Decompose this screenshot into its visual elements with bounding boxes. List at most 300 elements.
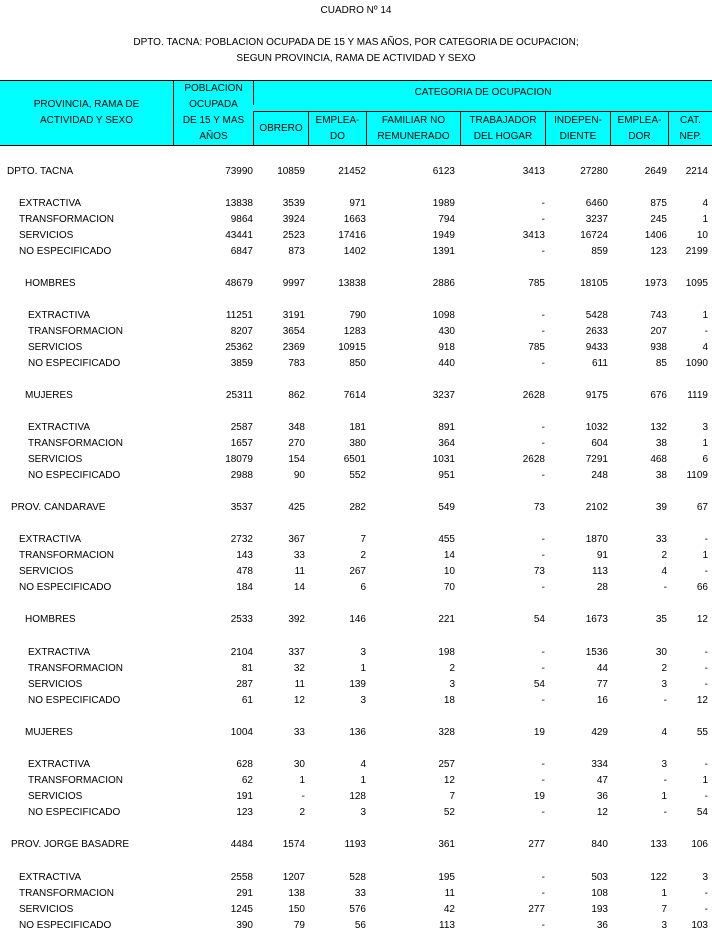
row-value: - xyxy=(541,775,545,786)
table-row xyxy=(0,500,712,516)
row-value: 3924 xyxy=(282,214,305,225)
row-value: 6123 xyxy=(432,166,455,177)
row-label: NO ESPECIFICADO xyxy=(19,920,112,931)
row-value: - xyxy=(541,422,545,433)
row-value: 81 xyxy=(241,663,253,674)
row-value: 2 xyxy=(661,663,667,674)
row-value: 198 xyxy=(438,647,455,658)
row-value: 1 xyxy=(360,663,366,674)
row-value: 4 xyxy=(360,759,366,770)
row-value: 337 xyxy=(288,647,305,658)
row-label: SERVICIOS xyxy=(19,230,74,241)
row-value: 2558 xyxy=(230,872,253,883)
row-value: 4 xyxy=(661,566,667,577)
row-value: 552 xyxy=(349,470,366,481)
row-value: 1949 xyxy=(432,230,455,241)
row-value: 184 xyxy=(236,582,253,593)
row-value: 3 xyxy=(360,647,366,658)
row-value: 743 xyxy=(650,310,667,321)
row-label: NO ESPECIFICADO xyxy=(28,358,121,369)
row-value: 1 xyxy=(702,438,708,449)
row-value: 11 xyxy=(444,888,455,899)
row-value: 2 xyxy=(661,550,667,561)
row-value: 6847 xyxy=(230,246,253,257)
row-value: 1 xyxy=(661,791,667,802)
row-value: - xyxy=(704,888,708,899)
row-value: - xyxy=(704,791,708,802)
row-value: 891 xyxy=(438,422,455,433)
row-value: 2988 xyxy=(230,470,253,481)
row-value: 1119 xyxy=(687,390,708,401)
row-value: 113 xyxy=(592,566,608,577)
row-value: 56 xyxy=(354,920,366,931)
header-independiente: INDEPEN- DIENTE xyxy=(545,112,610,145)
row-label: SERVICIOS xyxy=(28,791,83,802)
row-label: EXTRACTIVA xyxy=(28,647,91,658)
row-label: DPTO. TACNA xyxy=(7,166,74,177)
row-value: 122 xyxy=(650,872,667,883)
row-value: 2199 xyxy=(685,246,708,257)
row-value: 52 xyxy=(443,807,455,818)
row-label: NO ESPECIFICADO xyxy=(28,470,121,481)
row-value: - xyxy=(541,550,545,561)
row-value: 47 xyxy=(596,775,608,786)
row-value: 1574 xyxy=(282,839,305,850)
row-value: 2 xyxy=(449,663,455,674)
row-value: 19 xyxy=(533,791,545,802)
row-value: 4 xyxy=(702,198,708,209)
row-value: 1663 xyxy=(343,214,366,225)
row-value: 257 xyxy=(438,759,455,770)
row-value: 9997 xyxy=(282,278,305,289)
row-value: 73990 xyxy=(225,166,253,177)
row-value: 12 xyxy=(596,807,608,818)
row-value: 2369 xyxy=(282,342,305,353)
table-row xyxy=(0,164,712,180)
table-row xyxy=(0,388,712,404)
row-value: 875 xyxy=(650,198,667,209)
row-value: 7 xyxy=(360,534,366,545)
row-value: 33 xyxy=(655,534,667,545)
table-row xyxy=(0,308,712,324)
row-value: 267 xyxy=(349,566,366,577)
table-row xyxy=(0,324,712,340)
row-value: 85 xyxy=(655,358,667,369)
row-value: 430 xyxy=(438,326,455,337)
row-value: 108 xyxy=(591,888,608,899)
row-value: 123 xyxy=(236,807,253,818)
row-value: 1 xyxy=(661,888,667,899)
row-label: MUJERES xyxy=(25,727,73,738)
row-value: 440 xyxy=(438,358,455,369)
row-value: 13838 xyxy=(225,198,253,209)
row-value: 1109 xyxy=(686,470,708,481)
row-value: 790 xyxy=(349,310,366,321)
row-value: 3 xyxy=(661,679,667,690)
row-value: 3191 xyxy=(282,310,305,321)
table-row xyxy=(0,870,712,886)
table-row xyxy=(0,805,712,821)
row-value: - xyxy=(541,759,545,770)
row-value: 785 xyxy=(528,342,545,353)
row-value: 123 xyxy=(650,246,667,257)
row-value: 425 xyxy=(288,502,305,513)
row-label: SERVICIOS xyxy=(28,454,83,465)
row-label: NO ESPECIFICADO xyxy=(28,695,121,706)
row-value: 18105 xyxy=(580,278,608,289)
row-value: 245 xyxy=(650,214,667,225)
row-value: 3 xyxy=(661,759,667,770)
row-value: 604 xyxy=(591,438,608,449)
row-value: 3413 xyxy=(522,166,545,177)
row-value: 181 xyxy=(349,422,366,433)
row-value: 143 xyxy=(236,550,253,561)
row-value: 2523 xyxy=(282,230,305,241)
row-value: 248 xyxy=(591,470,608,481)
row-value: 3 xyxy=(360,695,366,706)
row-value: 36 xyxy=(596,920,608,931)
row-value: 54 xyxy=(533,614,545,625)
row-value: 2214 xyxy=(685,166,708,177)
row-value: 549 xyxy=(438,502,455,513)
row-value: 138 xyxy=(288,888,305,899)
row-value: - xyxy=(541,198,545,209)
row-label: TRANSFORMACION xyxy=(19,550,114,561)
row-value: 1989 xyxy=(432,198,455,209)
row-label: NO ESPECIFICADO xyxy=(19,582,112,593)
row-value: 2104 xyxy=(230,647,253,658)
row-value: 73 xyxy=(533,566,545,577)
row-value: 61 xyxy=(241,695,253,706)
row-value: 9433 xyxy=(585,342,608,353)
row-value: 2 xyxy=(360,550,366,561)
row-value: 1031 xyxy=(432,454,455,465)
row-value: 19 xyxy=(533,727,545,738)
row-value: 67 xyxy=(696,502,708,513)
row-value: 380 xyxy=(349,438,366,449)
row-label: SERVICIOS xyxy=(19,566,74,577)
row-value: 1 xyxy=(360,775,366,786)
row-value: 54 xyxy=(533,679,545,690)
row-value: 611 xyxy=(592,358,608,369)
table-row xyxy=(0,244,712,260)
row-value: 328 xyxy=(438,727,455,738)
row-value: 390 xyxy=(236,920,253,931)
row-value: 62 xyxy=(241,775,253,786)
row-value: 1245 xyxy=(230,904,253,915)
row-value: 918 xyxy=(438,342,455,353)
header-obrero: OBRERO xyxy=(253,112,308,145)
row-value: - xyxy=(541,695,545,706)
row-value: 36 xyxy=(596,791,608,802)
table-row xyxy=(0,548,712,564)
row-value: 17416 xyxy=(338,230,366,241)
table-row xyxy=(0,677,712,693)
row-value: 103 xyxy=(691,920,708,931)
header-familiar: FAMILIAR NO REMUNERADO xyxy=(366,112,460,145)
table-row xyxy=(0,356,712,372)
row-label: SERVICIOS xyxy=(28,679,83,690)
row-value: 195 xyxy=(438,872,455,883)
row-value: 676 xyxy=(650,390,667,401)
row-value: 10859 xyxy=(277,166,305,177)
table-row xyxy=(0,645,712,661)
row-value: 1536 xyxy=(585,647,608,658)
row-value: 938 xyxy=(650,342,667,353)
row-label: EXTRACTIVA xyxy=(28,759,91,770)
row-value: - xyxy=(541,647,545,658)
row-value: 25362 xyxy=(225,342,253,353)
row-value: 2649 xyxy=(644,166,667,177)
table-row xyxy=(0,902,712,918)
row-value: 154 xyxy=(288,454,305,465)
row-value: 2628 xyxy=(522,390,545,401)
row-value: 1032 xyxy=(585,422,608,433)
table-row xyxy=(0,340,712,356)
row-value: 55 xyxy=(696,727,708,738)
row-value: 1095 xyxy=(685,278,708,289)
row-value: 4 xyxy=(702,342,708,353)
row-value: 7 xyxy=(449,791,455,802)
row-value: 287 xyxy=(236,679,253,690)
table-row xyxy=(0,725,712,741)
row-value: 6501 xyxy=(343,454,366,465)
row-value: 113 xyxy=(439,920,455,931)
row-value: - xyxy=(541,214,545,225)
row-value: 77 xyxy=(596,679,608,690)
table-row xyxy=(0,612,712,628)
row-value: - xyxy=(663,775,667,786)
row-value: - xyxy=(704,759,708,770)
row-value: - xyxy=(704,663,708,674)
row-value: 971 xyxy=(349,198,366,209)
row-value: 1098 xyxy=(432,310,455,321)
row-value: 1 xyxy=(702,310,708,321)
row-value: 291 xyxy=(236,888,253,899)
row-value: - xyxy=(704,904,708,915)
row-value: 16724 xyxy=(580,230,608,241)
table-row xyxy=(0,532,712,548)
row-value: 32 xyxy=(293,663,305,674)
row-value: 1193 xyxy=(344,839,366,850)
row-value: 7614 xyxy=(343,390,366,401)
table-row xyxy=(0,693,712,709)
row-value: 9175 xyxy=(585,390,608,401)
row-value: - xyxy=(541,438,545,449)
row-value: 12 xyxy=(443,775,455,786)
row-value: 3413 xyxy=(522,230,545,241)
row-value: 576 xyxy=(349,904,366,915)
row-value: 628 xyxy=(236,759,253,770)
row-value: 364 xyxy=(438,438,455,449)
row-value: 128 xyxy=(349,791,366,802)
row-value: - xyxy=(541,326,545,337)
row-value: 2533 xyxy=(230,614,253,625)
row-value: 10915 xyxy=(338,342,366,353)
row-value: 3539 xyxy=(282,198,305,209)
row-value: 18 xyxy=(443,695,455,706)
row-value: 27280 xyxy=(580,166,608,177)
row-value: 348 xyxy=(288,422,305,433)
row-value: 25311 xyxy=(225,390,253,401)
row-value: 7291 xyxy=(585,454,608,465)
row-label: NO ESPECIFICADO xyxy=(19,246,112,257)
table-row xyxy=(0,580,712,596)
row-value: 873 xyxy=(288,246,305,257)
row-value: 2 xyxy=(299,807,305,818)
row-value: 150 xyxy=(288,904,305,915)
row-value: 478 xyxy=(236,566,253,577)
row-value: 1657 xyxy=(230,438,253,449)
row-value: 11 xyxy=(294,679,305,690)
row-value: 12 xyxy=(293,695,305,706)
row-value: 3 xyxy=(661,920,667,931)
row-label: SERVICIOS xyxy=(28,342,83,353)
row-value: 1402 xyxy=(343,246,366,257)
row-value: 277 xyxy=(528,839,545,850)
row-value: 7 xyxy=(661,904,667,915)
row-value: 136 xyxy=(349,727,366,738)
row-value: - xyxy=(704,534,708,545)
row-value: 1 xyxy=(702,775,708,786)
row-label: TRANSFORMACION xyxy=(28,438,123,449)
row-value: 785 xyxy=(528,278,545,289)
row-label: TRANSFORMACION xyxy=(28,326,123,337)
row-value: 282 xyxy=(349,502,366,513)
row-label: TRANSFORMACION xyxy=(28,775,123,786)
row-value: 2886 xyxy=(432,278,455,289)
row-value: 33 xyxy=(354,888,366,899)
row-label: TRANSFORMACION xyxy=(28,663,123,674)
row-label: TRANSFORMACION xyxy=(19,214,114,225)
row-value: 2628 xyxy=(522,454,545,465)
row-value: 2587 xyxy=(230,422,253,433)
table-row xyxy=(0,452,712,468)
row-label: SERVICIOS xyxy=(19,904,74,915)
row-value: 38 xyxy=(655,438,667,449)
row-value: 270 xyxy=(288,438,305,449)
row-value: 455 xyxy=(438,534,455,545)
row-label: EXTRACTIVA xyxy=(28,310,91,321)
row-value: 191 xyxy=(236,791,253,802)
row-value: 91 xyxy=(596,550,608,561)
table-row xyxy=(0,773,712,789)
row-value: - xyxy=(541,310,545,321)
row-value: 3237 xyxy=(585,214,608,225)
table-subtitle: SEGUN PROVINCIA, RAMA DE ACTIVIDAD Y SEXO xyxy=(236,53,476,64)
row-value: 468 xyxy=(650,454,667,465)
row-value: 28 xyxy=(596,582,608,593)
row-value: 33 xyxy=(293,727,305,738)
row-value: 5428 xyxy=(585,310,608,321)
row-value: 850 xyxy=(349,358,366,369)
row-value: 13838 xyxy=(338,278,366,289)
row-value: 11 xyxy=(294,566,305,577)
row-value: 33 xyxy=(293,550,305,561)
row-value: 14 xyxy=(443,550,455,561)
row-value: - xyxy=(704,326,708,337)
row-value: - xyxy=(541,663,545,674)
row-value: 367 xyxy=(288,534,305,545)
row-value: 3 xyxy=(360,807,366,818)
row-value: 133 xyxy=(650,839,667,850)
row-value: - xyxy=(301,791,305,802)
row-value: 8207 xyxy=(230,326,253,337)
row-label: NO ESPECIFICADO xyxy=(28,807,121,818)
row-value: 42 xyxy=(443,904,455,915)
row-value: 503 xyxy=(591,872,608,883)
row-value: 1391 xyxy=(432,246,455,257)
row-value: 1283 xyxy=(343,326,366,337)
table-row xyxy=(0,918,712,934)
row-value: 862 xyxy=(288,390,305,401)
row-value: - xyxy=(541,358,545,369)
row-value: - xyxy=(541,807,545,818)
row-value: 90 xyxy=(293,470,305,481)
table-row xyxy=(0,436,712,452)
row-value: - xyxy=(541,246,545,257)
row-value: - xyxy=(541,534,545,545)
row-value: 14 xyxy=(293,582,305,593)
row-value: 3 xyxy=(702,872,708,883)
row-value: - xyxy=(541,582,545,593)
row-value: 221 xyxy=(438,614,455,625)
header-empleador: EMPLEA- DOR xyxy=(610,112,668,145)
header-provincia: PROVINCIA, RAMA DE ACTIVIDAD Y SEXO xyxy=(33,99,140,126)
row-value: 18079 xyxy=(225,454,253,465)
row-value: 54 xyxy=(696,807,708,818)
row-value: 146 xyxy=(349,614,366,625)
row-value: - xyxy=(704,566,708,577)
row-value: 30 xyxy=(655,647,667,658)
row-value: 6 xyxy=(360,582,366,593)
header-empleado: EMPLEA- DO xyxy=(308,112,366,145)
row-value: 35 xyxy=(655,614,667,625)
row-value: 207 xyxy=(650,326,667,337)
row-value: 4 xyxy=(661,727,667,738)
table-row xyxy=(0,468,712,484)
row-label: TRANSFORMACION xyxy=(19,888,114,899)
row-value: 334 xyxy=(591,759,608,770)
table-row xyxy=(0,564,712,580)
row-value: 43441 xyxy=(225,230,253,241)
table-row xyxy=(0,789,712,805)
row-value: 1673 xyxy=(585,614,608,625)
row-value: - xyxy=(663,582,667,593)
row-value: - xyxy=(704,679,708,690)
row-value: 4484 xyxy=(230,839,253,850)
row-value: 139 xyxy=(349,679,366,690)
row-value: 528 xyxy=(349,872,366,883)
row-value: 2633 xyxy=(585,326,608,337)
row-value: 10 xyxy=(696,230,708,241)
row-value: 106 xyxy=(691,839,708,850)
row-value: - xyxy=(663,695,667,706)
row-value: 1004 xyxy=(230,727,253,738)
row-value: 12 xyxy=(696,695,708,706)
row-value: 277 xyxy=(528,904,545,915)
row-value: 392 xyxy=(288,614,305,625)
row-value: - xyxy=(541,888,545,899)
row-value: - xyxy=(663,807,667,818)
row-value: 1 xyxy=(702,550,708,561)
row-value: 48679 xyxy=(225,278,253,289)
row-value: 2732 xyxy=(230,534,253,545)
row-value: 30 xyxy=(293,759,305,770)
row-value: 6 xyxy=(702,454,708,465)
row-value: - xyxy=(541,920,545,931)
row-value: 3 xyxy=(449,679,455,690)
